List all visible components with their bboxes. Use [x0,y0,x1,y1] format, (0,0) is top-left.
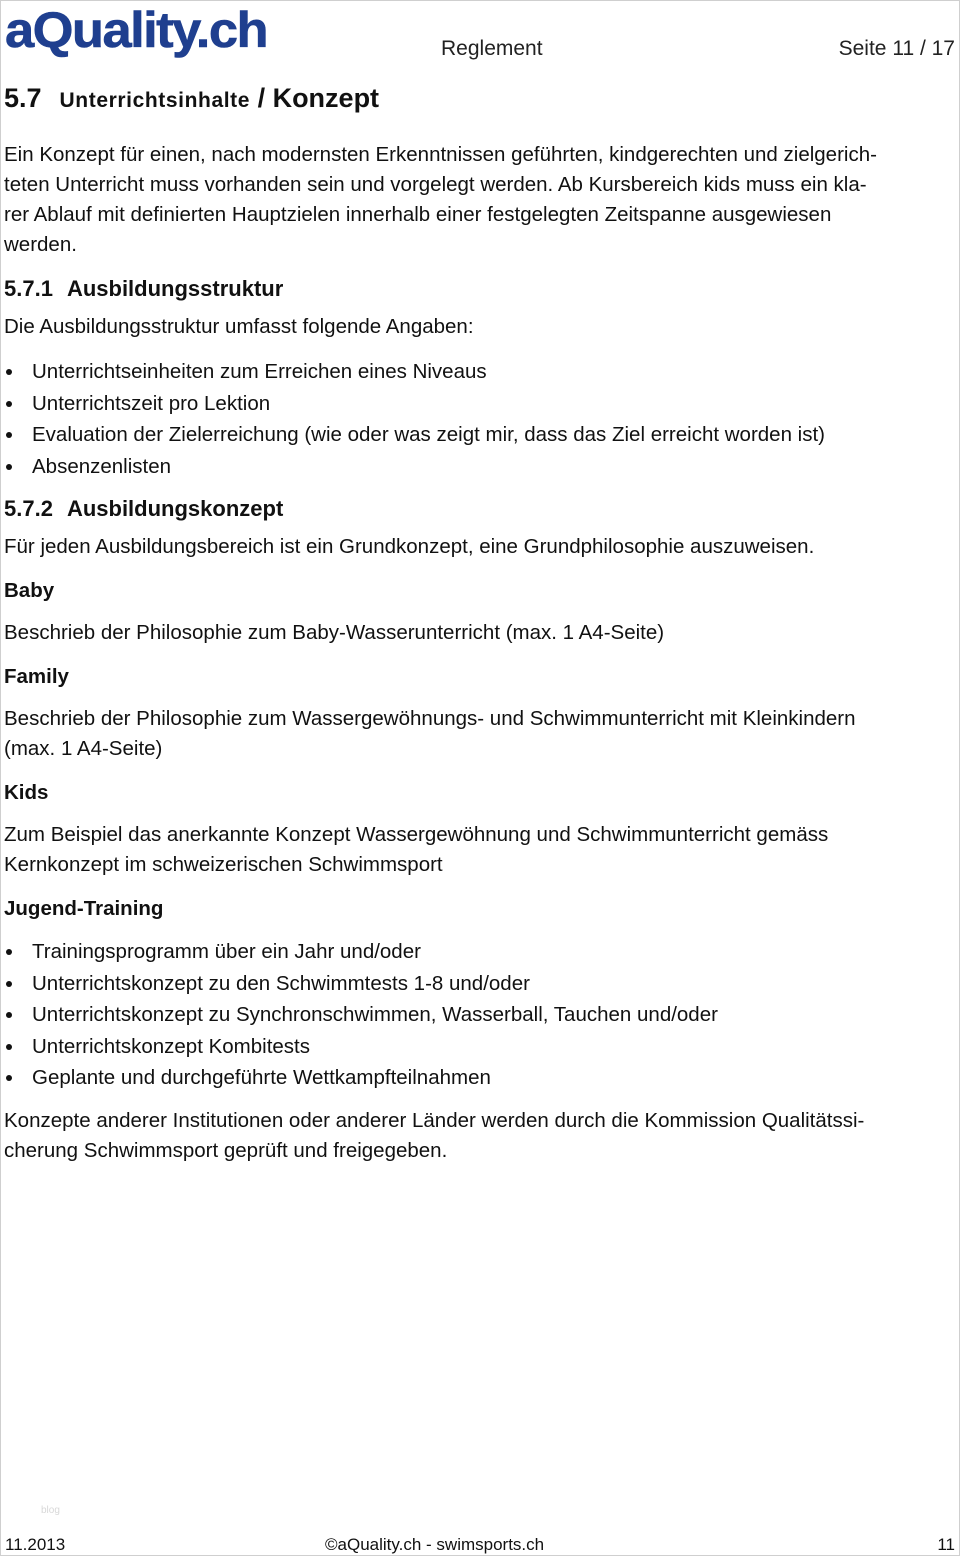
header-page-indicator: Seite 11 / 17 [838,37,955,60]
list-item [4,388,954,420]
kids-line: Zum Beispiel das anerkannte Konzept Wassergewöhnung und Schwimmunterricht gemäss [4,823,829,846]
list-item [4,1062,954,1094]
bullet-icon [6,432,12,438]
kids-heading: Kids [4,781,49,804]
subsection-title: Ausbildungsstruktur [66,276,284,301]
intro-line: Ein Konzept für einen, nach modernsten Erkenntnissen geführten, kindgerechten und zielgerich- [4,143,877,166]
list-item-text: Geplante und durchgeführte Wettkampfteilnahmen [32,1066,491,1089]
list-item-text: Unterrichtszeit pro Lektion [32,391,271,415]
list-item [4,1031,954,1063]
jugend-training-list [4,936,954,1094]
baby-heading: Baby [4,579,55,602]
list-item [4,936,954,968]
subsection-heading-ausbildungskonzept [4,494,954,524]
ausbildungskonzept-intro: Für jeden Ausbildungsbereich ist ein Grundkonzept, eine Grundphilosophie auszuweisen. [4,535,815,558]
family-heading: Family [4,665,69,688]
footer-copyright: ©aQuality.ch - swimsports.ch [325,1535,545,1554]
jugend-training-heading: Jugend-Training [4,897,164,920]
subsection-heading-ausbildungsstruktur [4,274,954,304]
kids-line: Kernkonzept im schweizerischen Schwimmsport [4,853,443,876]
family-line: Beschrieb der Philosophie zum Wassergewöhnungs- und Schwimmunterricht mit Kleinkindern [4,707,856,730]
closing-paragraph [4,1106,954,1166]
bullet-icon [6,1044,12,1050]
subsection-title: Ausbildungskonzept [66,496,284,521]
document-body [4,81,954,1180]
footer-date: 11.2013 [5,1535,66,1554]
bullet-icon [6,1075,12,1081]
logo-graphic [5,3,269,61]
list-item-text: Unterrichtskonzept zu Synchronschwimmen, Wasserball, Tauchen und/oder [32,1003,718,1026]
aquality-logo [5,3,269,61]
subsection-number: 5.7.1 [4,276,53,301]
ausbildungsstruktur-intro: Die Ausbildungsstruktur umfasst folgende Angaben: [4,315,474,338]
header-title: Reglement [441,37,543,60]
bullet-icon [6,464,12,470]
bullet-icon [6,949,12,955]
intro-line: werden. [4,233,77,256]
bullet-icon [6,1012,12,1018]
list-item [4,356,954,388]
logo-lettering: aQuality.ch [5,3,267,58]
list-item-text: Unterrichtskonzept zu den Schwimmtests 1-8 und/oder [32,971,530,995]
list-item-text: Unterrichtskonzept Kombitests [32,1034,311,1058]
watermark: blog [41,1505,60,1516]
section-title-part2: / Konzept [257,83,380,113]
list-item-text: Unterrichtseinheiten zum Erreichen eines Niveaus [32,360,487,383]
intro-line: teten Unterricht muss vorhanden sein und vorgelegt werden. Ab Kursbereich kids muss ein kla- [4,173,867,196]
section-number: 5.7 [4,83,42,113]
list-item [4,451,954,483]
footer-page-number: 11 [937,1535,955,1554]
baby-text: Beschrieb der Philosophie zum Baby-Wasserunterricht (max. 1 A4-Seite) [4,621,665,644]
list-item-text: Evaluation der Zielerreichung (wie oder was zeigt mir, dass das Ziel erreicht worden ist) [32,423,826,446]
section-intro-paragraph [4,140,954,260]
closing-line: cherung Schwimmsport geprüft und freigegeben. [4,1138,448,1162]
subsection-number: 5.7.2 [4,496,53,521]
kids-text [4,820,954,880]
bullet-icon [6,401,12,407]
section-heading [4,81,954,118]
intro-line: rer Ablauf mit definierten Hauptzielen innerhalb einer festgelegten Zeitspanne ausgewiesen [4,203,832,226]
closing-line: Konzepte anderer Institutionen oder anderer Länder werden durch die Kommission Qualitätssi- [4,1108,865,1132]
bullet-icon [6,369,12,375]
family-line: (max. 1 A4-Seite) [4,737,163,760]
list-item-text: Trainingsprogramm über ein Jahr und/oder [32,940,421,963]
section-title-part1: Unterrichtsinhalte [59,89,251,112]
bullet-icon [6,981,12,987]
list-item [4,419,954,451]
list-item-text: Absenzenlisten [32,454,172,478]
list-item [4,999,954,1031]
list-item [4,968,954,1000]
ausbildungsstruktur-list [4,356,954,482]
family-text [4,704,954,764]
